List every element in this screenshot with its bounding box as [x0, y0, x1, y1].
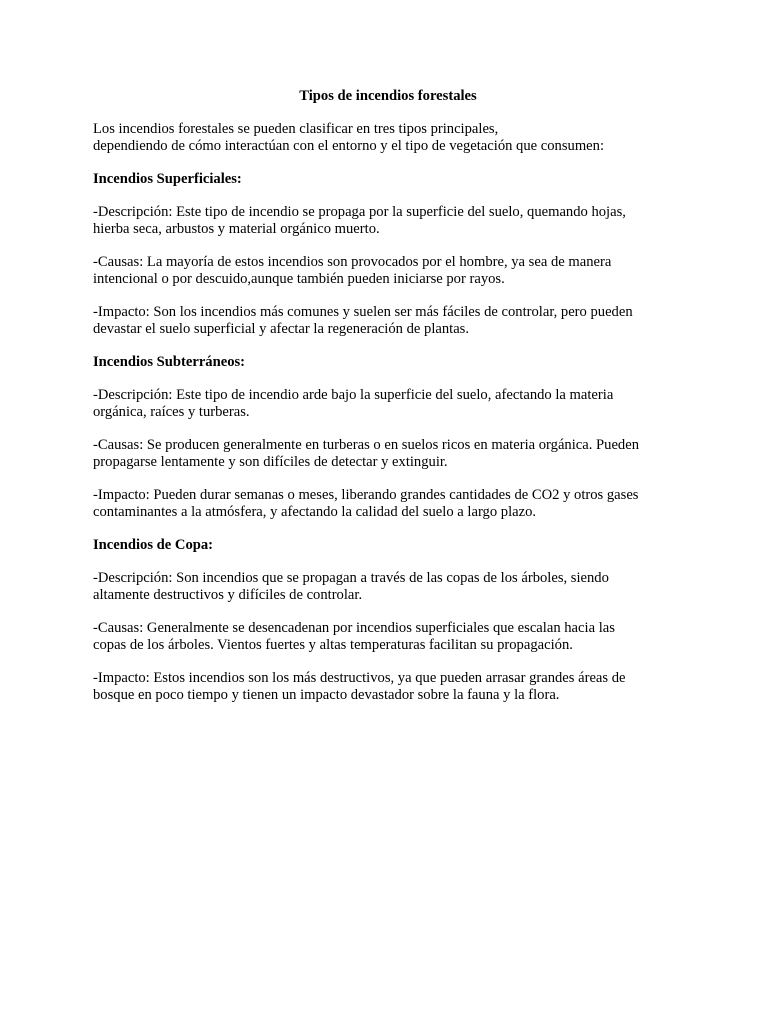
paragraph-line: hierba seca, arbustos y material orgánico muerto.	[93, 221, 380, 237]
paragraph-line: -Causas: Generalmente se desencadenan por incendios superficiales que escalan hacia las	[93, 620, 615, 636]
paragraph-descripcion	[93, 387, 683, 421]
paragraph-line: -Impacto: Pueden durar semanas o meses, liberando grandes cantidades de CO2 y otros gases	[93, 487, 639, 503]
paragraph-line: -Causas: La mayoría de estos incendios son provocados por el hombre, ya sea de manera	[93, 254, 612, 270]
section-heading-subterraneos: Incendios Subterráneos:	[93, 354, 246, 370]
intro-paragraph	[93, 121, 683, 155]
paragraph-line: copas de los árboles. Vientos fuertes y altas temperaturas facilitan su propagación.	[93, 637, 573, 653]
paragraph-line: devastar el suelo superficial y afectar la regeneración de plantas.	[93, 321, 470, 337]
paragraph-line: -Impacto: Estos incendios son los más destructivos, ya que pueden arrasar grandes áreas de	[93, 670, 626, 686]
paragraph-causas	[93, 620, 683, 654]
document-title: Tipos de incendios forestales	[299, 88, 477, 104]
paragraph-line: propagarse lentamente y son difíciles de detectar y extinguir.	[93, 454, 448, 470]
paragraph-line: intencional o por descuido,aunque también pueden iniciarse por rayos.	[93, 271, 505, 287]
paragraph-line: orgánica, raíces y turberas.	[93, 404, 250, 420]
paragraph-line: contaminantes a la atmósfera, y afectando la calidad del suelo a largo plazo.	[93, 504, 537, 520]
paragraph-impacto	[93, 487, 683, 521]
paragraph-impacto	[93, 304, 683, 338]
paragraph-impacto	[93, 670, 683, 704]
paragraph-line: bosque en poco tiempo y tienen un impacto devastador sobre la fauna y la flora.	[93, 687, 560, 703]
section-heading-superficiales: Incendios Superficiales:	[93, 171, 242, 187]
paragraph-line: altamente destructivos y difíciles de controlar.	[93, 587, 363, 603]
paragraph-line: -Descripción: Este tipo de incendio arde bajo la superficie del suelo, afectando la materia	[93, 387, 614, 403]
intro-line: Los incendios forestales se pueden clasificar en tres tipos principales,	[93, 121, 499, 137]
paragraph-line: -Descripción: Son incendios que se propagan a través de las copas de los árboles, siendo	[93, 570, 609, 586]
paragraph-descripcion	[93, 570, 683, 604]
paragraph-line: -Causas: Se producen generalmente en turberas o en suelos ricos en materia orgánica. Pueden	[93, 437, 639, 453]
paragraph-causas	[93, 437, 683, 471]
document-page	[93, 88, 683, 720]
paragraph-line: -Impacto: Son los incendios más comunes y suelen ser más fáciles de controlar, pero pueden	[93, 304, 633, 320]
paragraph-descripcion	[93, 204, 683, 238]
paragraph-line: -Descripción: Este tipo de incendio se propaga por la superficie del suelo, quemando hojas,	[93, 204, 626, 220]
intro-line: dependiendo de cómo interactúan con el entorno y el tipo de vegetación que consumen:	[93, 138, 605, 154]
section-heading-copa: Incendios de Copa:	[93, 537, 214, 553]
paragraph-causas	[93, 254, 683, 288]
